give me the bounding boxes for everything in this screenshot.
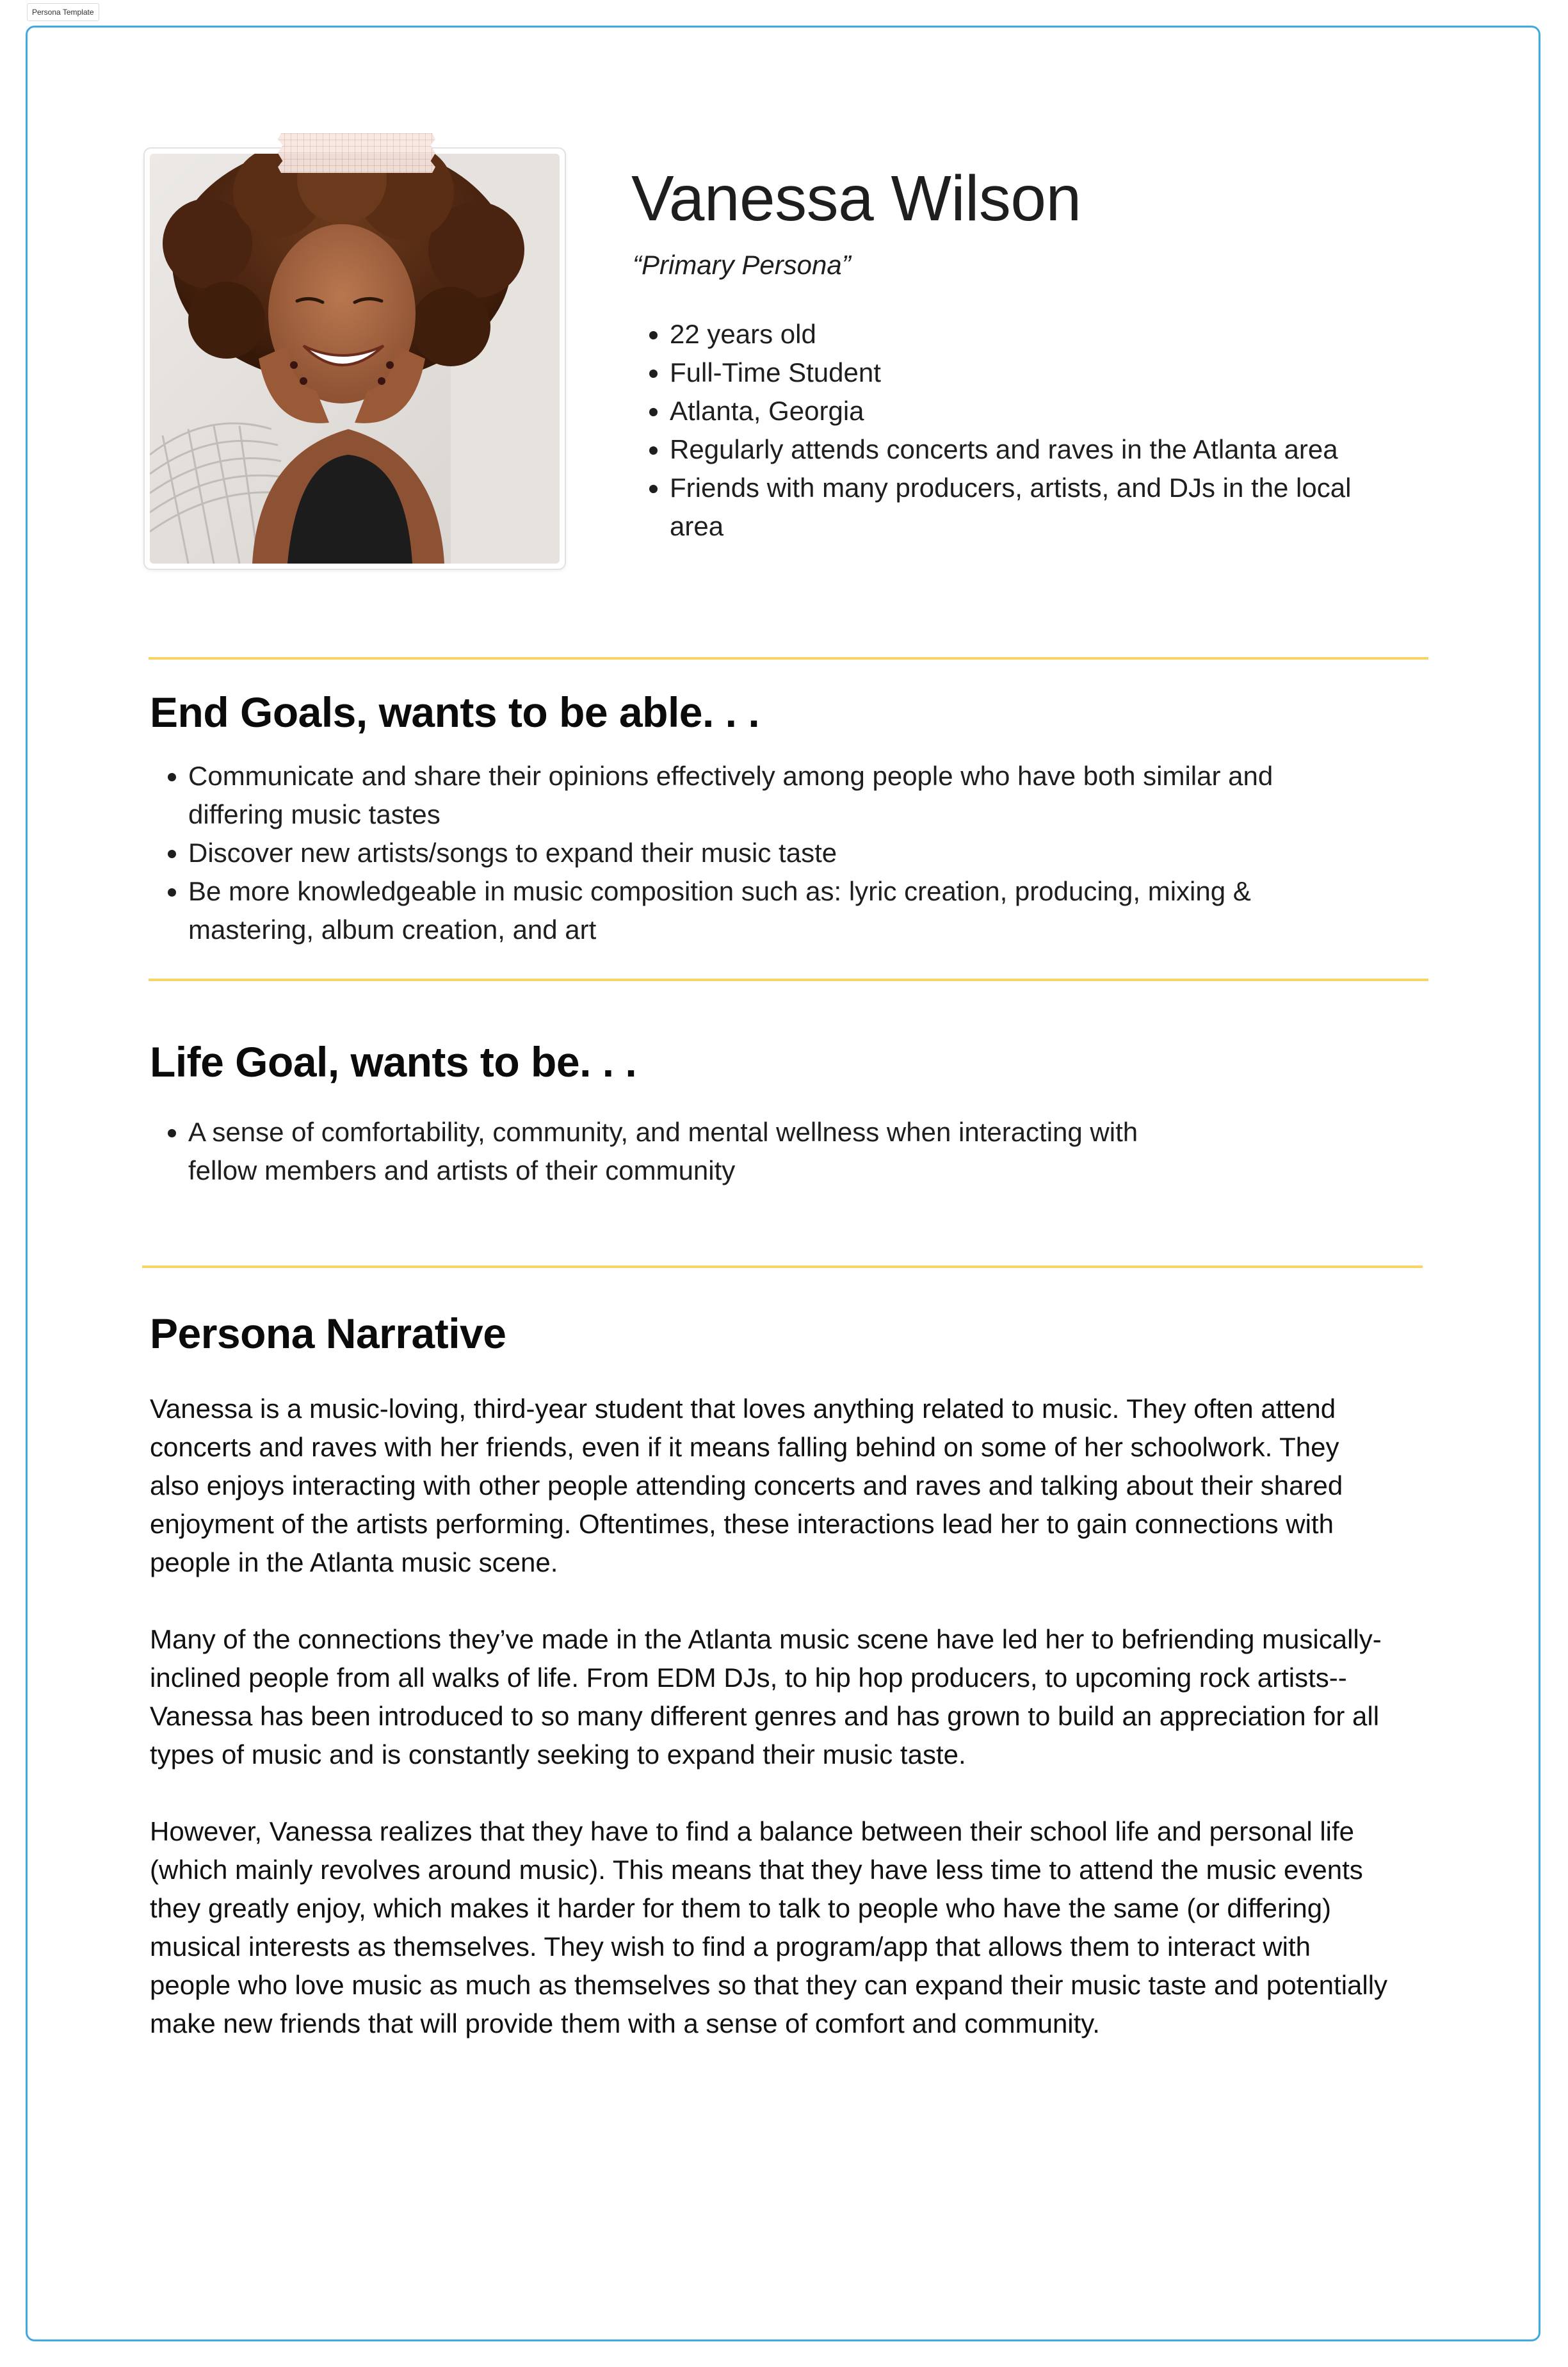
persona-fact: • Full-Time Student: [670, 354, 1406, 392]
end-goal-item: • Discover new artists/songs to expand their music taste: [188, 834, 1315, 872]
narrative-paragraph: However, Vanessa realizes that they have to find a balance between their school life and personal life (which mainly revolves around music). This means that they have less time to attend the music events they greatly enjoy, which makes it harder for them to talk to people who have the same (or differing) musical interests as themselves. They wish to find a program/app that allows them to interact with people who love music as much as themselves so that they can expand their music taste and potentially make new friends that will provide them with a sense of comfort and community.: [150, 1816, 1388, 2038]
persona-name: Vanessa Wilson: [631, 163, 1081, 234]
persona-fact: • 22 years old: [670, 315, 1406, 354]
end-goals-title: End Goals, wants to be able. . .: [150, 688, 760, 736]
persona-photo-card: [143, 147, 566, 570]
divider-middle: [149, 979, 1428, 981]
narrative-title: Persona Narrative: [150, 1310, 506, 1357]
end-goal-item: • Communicate and share their opinions effectively among people who have both similar and differing music tastes: [188, 757, 1315, 834]
life-goal-item: • A sense of comfortability, community, and mental wellness when interacting with fellow members and artists of their community: [188, 1113, 1187, 1190]
persona-facts-list: [633, 315, 1406, 546]
life-goal-title: Life Goal, wants to be. . .: [150, 1038, 637, 1086]
persona-photo: [150, 154, 560, 564]
persona-fact: • Friends with many producers, artists, and DJs in the local area: [670, 469, 1406, 546]
persona-fact: • Regularly attends concerts and raves in the Atlanta area: [670, 430, 1406, 469]
divider-top: [149, 657, 1428, 660]
narrative-paragraph: Many of the connections they’ve made in the Atlanta music scene have led her to befriending musically-inclined people from all walks of life. From EDM DJs, to hip hop producers, to upcoming rock artists--Vanessa has been introduced to so many different genres and has grown to build an appreciation for all types of music and is constantly seeking to expand their music taste.: [150, 1624, 1382, 1769]
narrative-body: [150, 1390, 1392, 2081]
persona-role: “Primary Persona”: [633, 250, 851, 280]
persona-fact: • Atlanta, Georgia: [670, 392, 1406, 430]
end-goal-item: • Be more knowledgeable in music composition such as: lyric creation, producing, mixing & mastering, album creation, and art: [188, 872, 1315, 949]
divider-bottom: [142, 1265, 1423, 1268]
end-goals-list: [151, 757, 1315, 949]
frame-label[interactable]: Persona Template: [27, 3, 99, 21]
narrative-paragraph: Vanessa is a music-loving, third-year student that loves anything related to music. They often attend concerts and raves with her friends, even if it means falling behind on some of her schoolwork. They also enjoys interacting with other people attending concerts and raves and talking about their shared enjoyment of the artists performing. Oftentimes, these interactions lead her to gain connections with people in the Atlanta music scene.: [150, 1394, 1343, 1577]
tape-decoration: [278, 133, 435, 173]
life-goal-list: [151, 1113, 1187, 1190]
